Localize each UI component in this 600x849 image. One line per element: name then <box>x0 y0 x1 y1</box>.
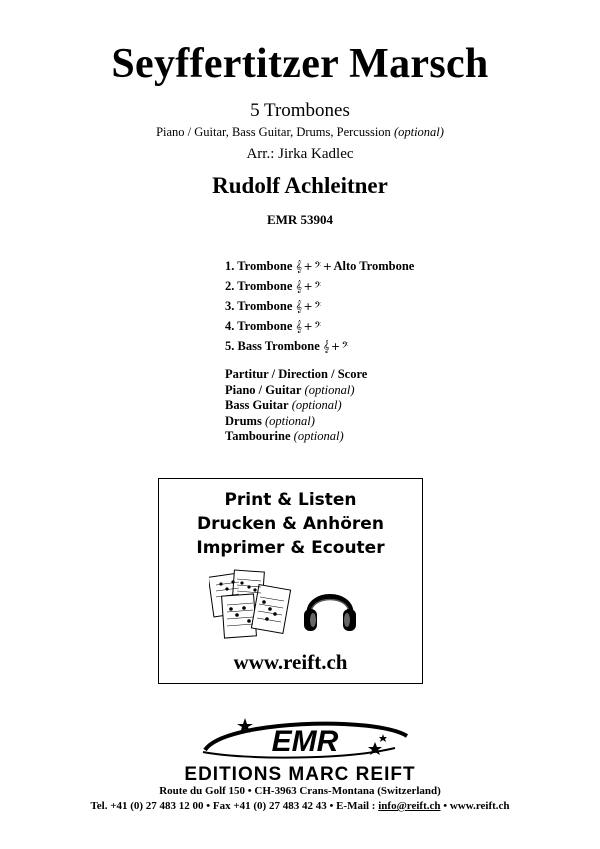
extra-item <box>225 367 367 383</box>
extra-item <box>225 383 367 399</box>
contact-prefix: Tel. +41 (0) 27 483 12 00 • Fax +41 (0) 27 483 42 43 • E-Mail : <box>90 800 379 812</box>
contact-suffix: • www.reift.ch <box>440 800 510 812</box>
promo-line-german: Drucken & Anhören <box>197 514 384 534</box>
clef-icons: 𝄞 + 𝄢 <box>295 300 321 313</box>
part-item <box>225 276 414 296</box>
promo-url[interactable]: www.reift.ch <box>233 650 348 674</box>
part-item <box>225 256 414 276</box>
logo-mark: EMR <box>271 725 339 758</box>
email-link[interactable]: info@reift.ch <box>378 800 441 812</box>
clef-icons: 𝄞 + 𝄢 + <box>295 260 331 273</box>
page-title: Seyffertitzer Marsch <box>111 41 489 87</box>
footer-contact <box>0 799 600 813</box>
extra-note: (optional) <box>264 413 315 428</box>
clef-icons: 𝄞 + 𝄢 <box>295 320 321 333</box>
extra-label: Bass Guitar <box>225 398 289 412</box>
print-listen-box <box>158 478 423 684</box>
instrumentation-line <box>0 124 600 140</box>
clef-icons: 𝄞 + 𝄢 <box>295 280 321 293</box>
headphones-icon <box>301 579 359 635</box>
promo-line-english: Print & Listen <box>224 490 357 510</box>
promo-line-french: Imprimer & Ecouter <box>196 538 385 558</box>
footer-address: Route du Golf 150 • CH-3963 Crans-Montana (Switzerland) <box>159 785 441 797</box>
extra-item <box>225 398 367 414</box>
extra-note: (optional) <box>293 429 344 443</box>
part-label: 4. Trombone <box>225 319 293 333</box>
instrumentation-note: (optional) <box>393 125 444 139</box>
extra-item <box>225 414 367 430</box>
catalog-number: EMR 53904 <box>266 212 334 227</box>
parts-list <box>225 256 414 356</box>
part-label: 5. Bass Trombone <box>225 339 320 353</box>
part-suffix: Alto Trombone <box>333 259 415 273</box>
extras-list <box>225 367 367 445</box>
part-label: 3. Trombone <box>225 299 293 313</box>
part-item <box>225 336 414 356</box>
extra-label: Drums <box>225 413 262 428</box>
part-item <box>225 316 414 336</box>
extra-label: Partitur / Direction / Score <box>225 367 368 381</box>
subtitle: 5 Trombones <box>250 100 350 121</box>
extra-note: (optional) <box>304 382 355 397</box>
logo-name: EDITIONS MARC REIFT <box>184 764 416 784</box>
instrumentation-text: Piano / Guitar, Bass Guitar, Drums, Percussion <box>156 125 391 139</box>
part-item <box>225 296 414 316</box>
emr-logo <box>145 714 455 784</box>
part-label: 1. Trombone <box>225 259 293 273</box>
extra-label: Tambourine <box>225 429 291 443</box>
extra-note: (optional) <box>291 398 342 412</box>
sheet-music-icon <box>209 569 293 641</box>
composer: Rudolf Achleitner <box>212 173 388 198</box>
extra-label: Piano / Guitar <box>225 382 302 397</box>
extra-item <box>225 429 367 445</box>
arranger: Arr.: Jirka Kadlec <box>246 146 354 162</box>
clef-icons: 𝄞 + 𝄢 <box>322 340 348 353</box>
part-label: 2. Trombone <box>225 279 293 293</box>
